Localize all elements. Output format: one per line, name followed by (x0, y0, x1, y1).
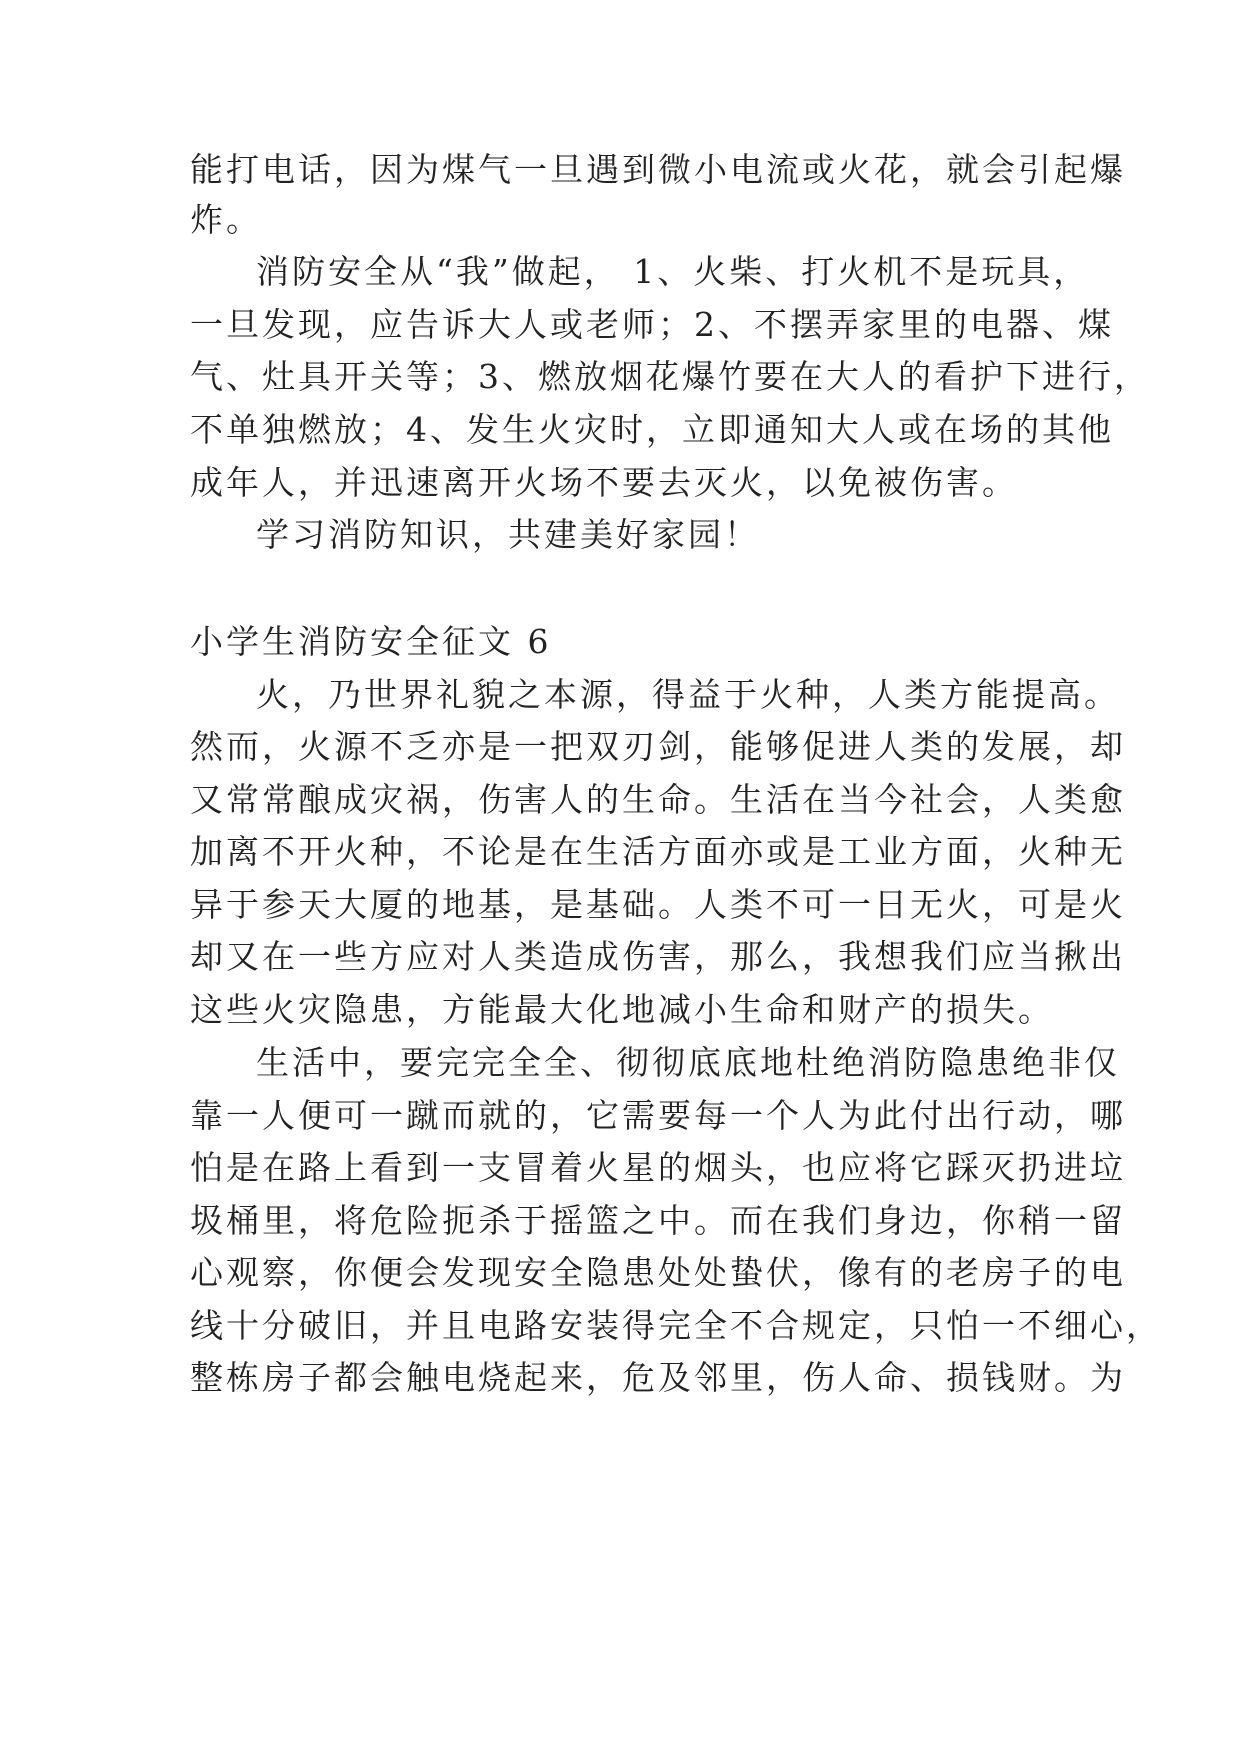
text-line: 靠一人便可一蹴而就的，它需要每一个人为此付出行动，哪 (190, 1096, 1126, 1135)
text-line: 炸。 (190, 200, 262, 239)
text-line: 成年人，并迅速离开火场不要去灭火，以免被伤害。 (190, 463, 1018, 502)
text-line: 怕是在路上看到一支冒着火星的烟头，也应将它踩灭扔进垃 (190, 1148, 1126, 1187)
section-title: 小学生消防安全征文 6 (190, 622, 552, 661)
closing-line: 学习消防知识，共建美好家园！ (256, 515, 760, 554)
text-line: 异于参天大厦的地基，是基础。人类不可一日无火，可是火 (190, 885, 1126, 924)
paragraph-first-line: 消防安全从“我”做起， 1、火柴、打火机不是玩具， (256, 252, 1090, 291)
text-line: 却又在一些方应对人类造成伤害，那么，我想我们应当揪出 (190, 937, 1126, 976)
text-line: 然而，火源不乏亦是一把双刃剑，能够促进人类的发展，却 (190, 727, 1126, 766)
text-line: 圾桶里，将危险扼杀于摇篮之中。而在我们身边，你稍一留 (190, 1201, 1126, 1240)
text-line: 能打电话，因为煤气一旦遇到微小电流或火花，就会引起爆 (190, 150, 1126, 189)
text-line: 整栋房子都会触电烧起来，危及邻里，伤人命、损钱财。为 (190, 1358, 1126, 1397)
text-line: 气、灶具开关等；3、燃放烟花爆竹要在大人的看护下进行， (190, 357, 1150, 396)
text-line: 又常常酿成灾祸，伤害人的生命。生活在当今社会，人类愈 (190, 780, 1126, 819)
paragraph-first-line: 火，乃世界礼貌之本源，得益于火种，人类方能提高。 (256, 675, 1120, 714)
text-line: 一旦发现，应告诉大人或老师；2、不摆弄家里的电器、煤 (190, 305, 1114, 344)
text-line: 线十分破旧，并且电路安装得完全不合规定，只怕一不细心， (190, 1306, 1162, 1345)
text-line: 不单独燃放；4、发生火灾时，立即通知大人或在场的其他 (190, 410, 1114, 449)
paragraph-first-line: 生活中，要完完全全、彻彻底底地杜绝消防隐患绝非仅 (256, 1043, 1120, 1082)
text-line: 心观察，你便会发现安全隐患处处蛰伏，像有的老房子的电 (190, 1253, 1126, 1292)
text-line: 这些火灾隐患，方能最大化地减小生命和财产的损失。 (190, 990, 1054, 1029)
text-line: 加离不开火种，不论是在生活方面亦或是工业方面，火种无 (190, 832, 1126, 871)
